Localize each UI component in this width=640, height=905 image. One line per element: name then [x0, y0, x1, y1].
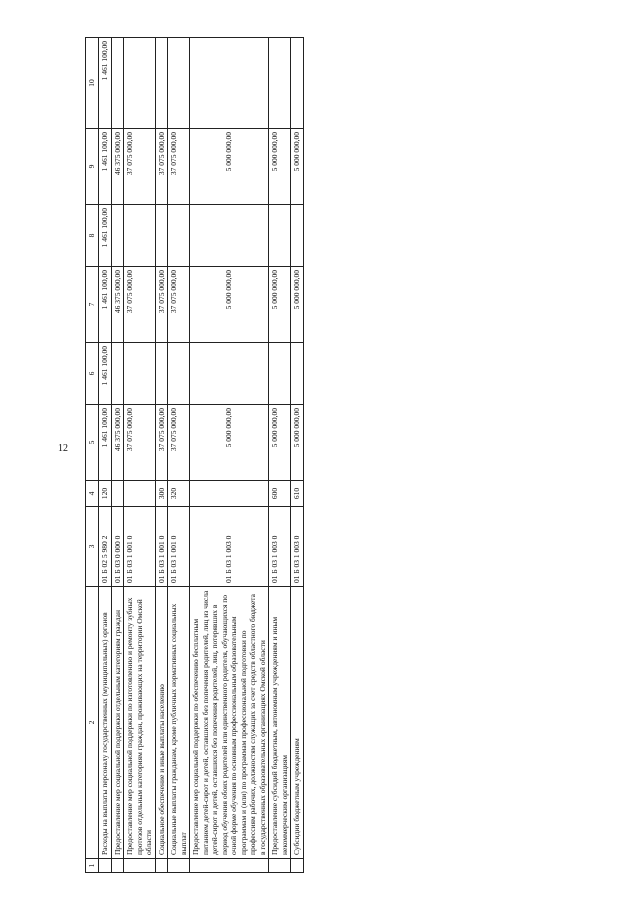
cell-amount — [291, 343, 304, 405]
table-row — [291, 38, 304, 873]
cell-amount: 1 461 100,00 — [99, 267, 112, 343]
cell-type — [190, 481, 269, 507]
cell-name: Предоставление субсидий бюджетным, автономным учреждениям и иным некоммерческим организациям — [269, 587, 291, 859]
column-header: 9 — [86, 129, 99, 205]
cell-amount — [291, 38, 304, 129]
column-header: 5 — [86, 405, 99, 481]
column-header: 7 — [86, 267, 99, 343]
cell-amount: 37 075 000,00 — [168, 129, 190, 205]
column-header: 1 — [86, 859, 99, 873]
cell-index — [190, 859, 269, 873]
cell-amount: 5 000 000,00 — [291, 129, 304, 205]
cell-index — [99, 859, 112, 873]
cell-amount: 37 075 000,00 — [168, 405, 190, 481]
cell-name: Социальное обеспечение и иные выплаты населению — [155, 587, 168, 859]
cell-amount: 46 375 000,00 — [111, 129, 124, 205]
cell-code: 01 Б 03 1 003 0 — [190, 507, 269, 587]
cell-type — [111, 481, 124, 507]
cell-type: 120 — [99, 481, 112, 507]
table-row — [124, 38, 156, 873]
cell-amount — [269, 343, 291, 405]
cell-index — [168, 859, 190, 873]
cell-amount: 37 075 000,00 — [168, 267, 190, 343]
cell-amount: 46 375 000,00 — [111, 405, 124, 481]
cell-type: 300 — [155, 481, 168, 507]
cell-amount — [155, 205, 168, 267]
cell-amount: 5 000 000,00 — [291, 405, 304, 481]
cell-amount: 1 461 100,00 — [99, 38, 112, 129]
table-row — [190, 38, 269, 873]
cell-amount — [190, 343, 269, 405]
cell-amount: 1 461 100,00 — [99, 129, 112, 205]
cell-index — [269, 859, 291, 873]
table-row — [155, 38, 168, 873]
cell-amount: 5 000 000,00 — [269, 405, 291, 481]
cell-amount: 37 075 000,00 — [155, 129, 168, 205]
cell-amount — [155, 343, 168, 405]
cell-amount: 1 461 100,00 — [99, 205, 112, 267]
cell-type: 610 — [291, 481, 304, 507]
cell-name: Субсидии бюджетным учреждениям — [291, 587, 304, 859]
cell-amount: 37 075 000,00 — [155, 405, 168, 481]
cell-amount — [124, 205, 156, 267]
table-row — [111, 38, 124, 873]
cell-type: 600 — [269, 481, 291, 507]
cell-amount — [111, 205, 124, 267]
column-header: 10 — [86, 38, 99, 129]
cell-code: 01 Б 03 1 001 0 — [155, 507, 168, 587]
cell-amount — [124, 38, 156, 129]
budget-table — [85, 37, 304, 873]
column-header: 6 — [86, 343, 99, 405]
cell-amount: 5 000 000,00 — [269, 129, 291, 205]
cell-amount — [168, 205, 190, 267]
cell-code: 01 Б 03 1 001 0 — [168, 507, 190, 587]
cell-name: Расходы на выплаты персоналу государственных (муниципальных) органов — [99, 587, 112, 859]
cell-code: 01 Б 03 1 003 0 — [269, 507, 291, 587]
table-row — [99, 38, 112, 873]
cell-index — [111, 859, 124, 873]
cell-amount — [168, 343, 190, 405]
cell-amount: 37 075 000,00 — [124, 129, 156, 205]
header-row — [86, 38, 99, 873]
cell-amount: 1 461 100,00 — [99, 405, 112, 481]
column-header: 3 — [86, 507, 99, 587]
cell-amount: 5 000 000,00 — [190, 129, 269, 205]
cell-amount — [111, 38, 124, 129]
cell-name: Социальные выплаты гражданам, кроме публичных нормативных социальных выплат — [168, 587, 190, 859]
page-number: 12 — [58, 443, 68, 454]
cell-amount: 5 000 000,00 — [190, 405, 269, 481]
cell-amount: 37 075 000,00 — [124, 267, 156, 343]
cell-code: 01 Б 03 1 003 0 — [291, 507, 304, 587]
cell-amount: 1 461 100,00 — [99, 343, 112, 405]
cell-amount: 5 000 000,00 — [269, 267, 291, 343]
budget-table-sheet — [85, 38, 470, 873]
cell-amount — [291, 205, 304, 267]
cell-index — [291, 859, 304, 873]
cell-amount: 5 000 000,00 — [291, 267, 304, 343]
cell-amount: 5 000 000,00 — [190, 267, 269, 343]
cell-amount — [111, 343, 124, 405]
cell-name: Предоставление мер социальной поддержки по обеспечению бесплатным питанием детей-сирот и детей, оставшихся без попечения родителей, лиц из числа детей-сирот и детей, оставшихся без попечения родителей, лиц, потерявших в период обучения обоих родителей или единственного родителя, обучающихся по очной форме обучения по основным профессиональным образовательным программам и (или) по программам профессиональной подготовки по профессиям рабочих, должностям служащих за счет средств областного бюджета в государственных образовательных организациях Омской области — [190, 587, 269, 859]
column-header: 4 — [86, 481, 99, 507]
cell-amount — [155, 38, 168, 129]
cell-code: 01 Б 03 1 001 0 — [124, 507, 156, 587]
cell-amount: 37 075 000,00 — [124, 405, 156, 481]
cell-name: Предоставление мер социальной поддержки отдельным категориям граждан — [111, 587, 124, 859]
cell-code: 01 Б 02 5 980 2 — [99, 507, 112, 587]
cell-type: 320 — [168, 481, 190, 507]
cell-amount — [124, 343, 156, 405]
column-header: 8 — [86, 205, 99, 267]
column-header: 2 — [86, 587, 99, 859]
cell-code: 01 Б 03 0 000 0 — [111, 507, 124, 587]
cell-index — [155, 859, 168, 873]
table-row — [269, 38, 291, 873]
cell-index — [124, 859, 156, 873]
cell-amount — [190, 38, 269, 129]
cell-amount — [168, 38, 190, 129]
cell-amount: 46 375 000,00 — [111, 267, 124, 343]
cell-amount — [269, 205, 291, 267]
cell-amount: 37 075 000,00 — [155, 267, 168, 343]
cell-amount — [269, 38, 291, 129]
cell-name: Предоставление мер социальной поддержки по изготовлению и ремонту зубных протезов отдельным категориям граждан, проживающих на территории Омской области — [124, 587, 156, 859]
cell-amount — [190, 205, 269, 267]
cell-type — [124, 481, 156, 507]
table-row — [168, 38, 190, 873]
